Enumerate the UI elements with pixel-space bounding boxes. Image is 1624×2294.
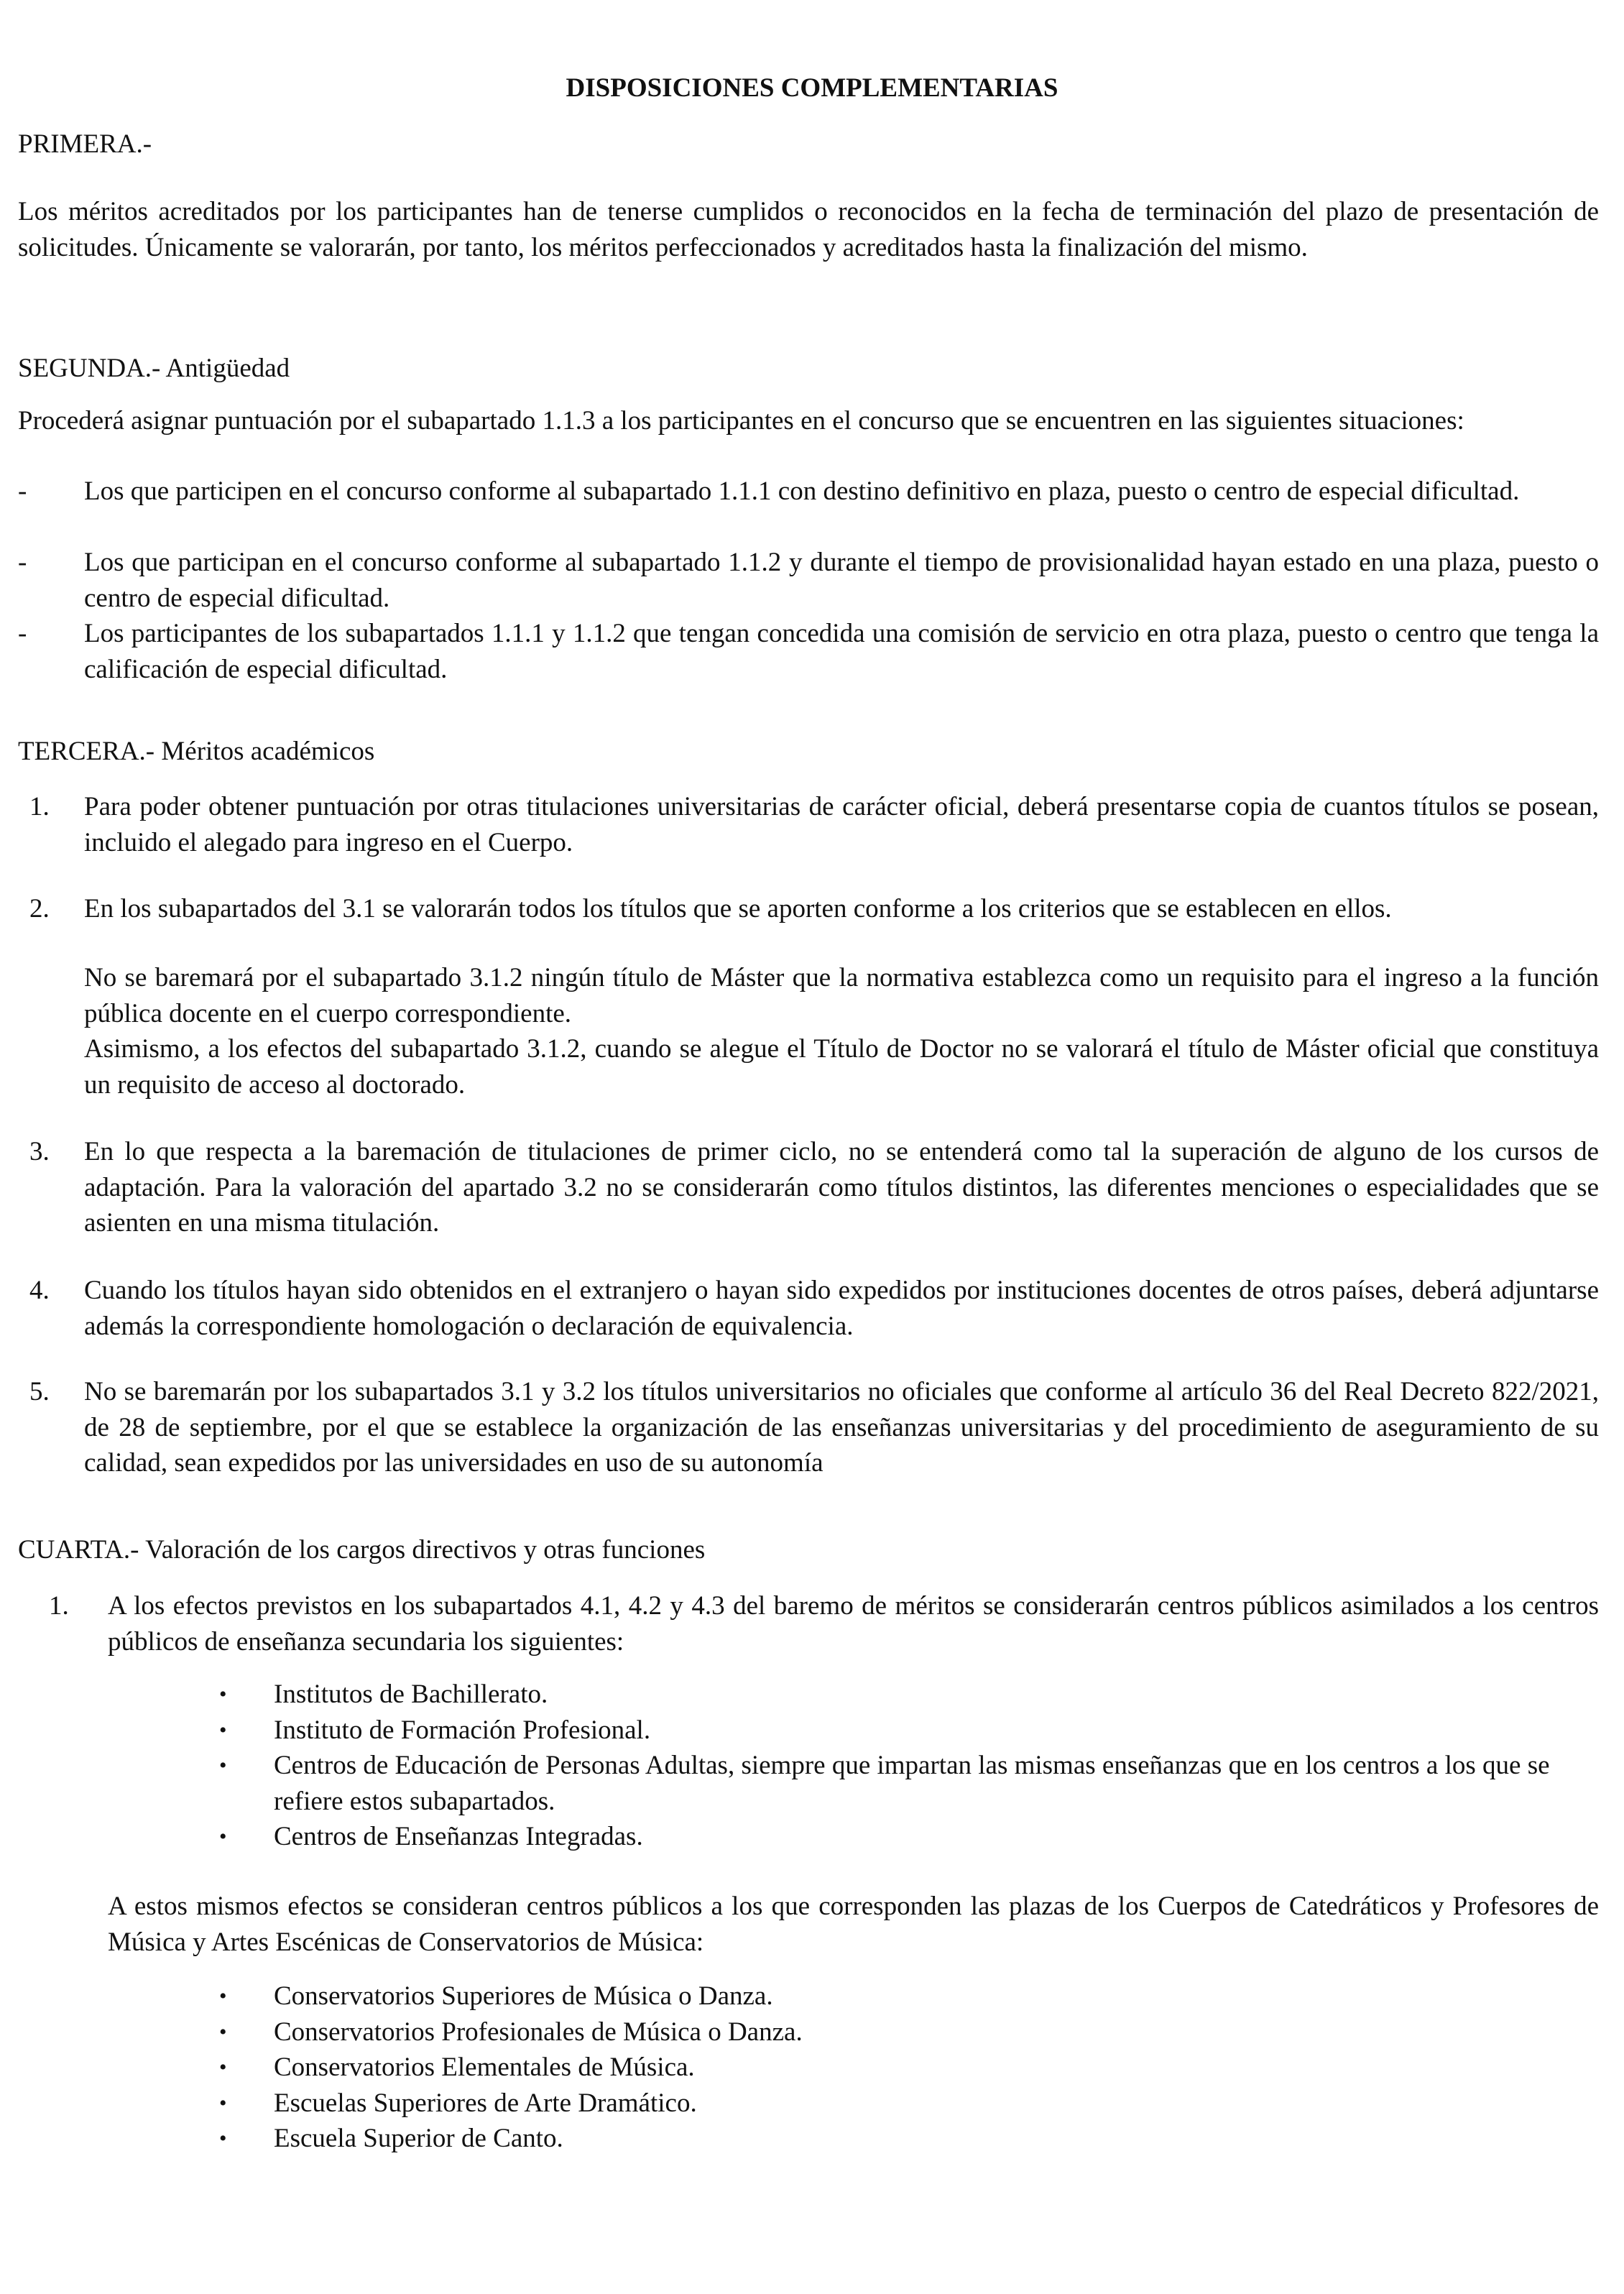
bullet-item [206, 1713, 1552, 1749]
bullet-text: Escuelas Superiores de Arte Dramático. [274, 2088, 697, 2118]
bullet-text: Institutos de Bachillerato. [274, 1680, 548, 1709]
bullet-item [206, 2121, 1552, 2157]
number-marker: 5. [29, 1377, 50, 1406]
list-item [18, 789, 1599, 860]
number-marker: 1. [29, 792, 50, 821]
bullet-icon: • [219, 2091, 227, 2115]
bullet-text: Centros de Educación de Personas Adultas, siempre que impartan las mismas enseñanzas que en los centros a los que se refiere estos subapartados. [274, 1751, 1550, 1816]
dash-marker: - [18, 476, 27, 506]
section-heading-tercera: TERCERA.- Méritos académicos [18, 737, 375, 766]
list-item-continuation [18, 960, 1599, 1102]
segunda-intro: Procederá asignar puntuación por el subapartado 1.1.3 a los participantes en el concurso que se encuentren en las siguientes situaciones: [18, 406, 1464, 436]
bullet-list [206, 1677, 1552, 1855]
dash-marker: - [18, 548, 27, 577]
bullet-item [206, 2086, 1552, 2122]
document-title: DISPOSICIONES COMPLEMENTARIAS [566, 73, 1058, 103]
bullet-item [206, 2050, 1552, 2086]
number-marker: 3. [29, 1137, 50, 1166]
list-item [18, 891, 1599, 927]
bullet-icon: • [219, 2127, 227, 2150]
bullet-list [206, 1979, 1552, 2157]
bullet-item [206, 1748, 1552, 1819]
number-marker: 1. [49, 1591, 69, 1621]
list-item-text: En los subapartados del 3.1 se valorarán todos los títulos que se aporten conforme a los criterios que se establecen en ellos. [84, 894, 1392, 923]
bullet-icon: • [219, 2055, 227, 2079]
number-marker: 2. [29, 894, 50, 923]
section-heading-primera: PRIMERA.- [18, 129, 152, 159]
bullet-item [206, 1677, 1552, 1713]
bullet-icon: • [219, 1825, 227, 1848]
bullet-icon: • [219, 1718, 227, 1742]
list-item-text: Para poder obtener puntuación por otras titulaciones universitarias de carácter oficial, deberá presentarse copia de cuantos títulos se posean, incluido el alegado para ingreso en el Cuerpo. [84, 792, 1599, 857]
bullet-icon: • [219, 1984, 227, 2008]
list-item-text: Los participantes de los subapartados 1.1.1 y 1.1.2 que tengan concedida una comisión de servicio en otra plaza, puesto o centro que tenga la calificación de especial dificultad. [84, 619, 1599, 684]
list-item [18, 1588, 1599, 1659]
bullet-text: Conservatorios Elementales de Música. [274, 2053, 695, 2082]
list-item-extra-paragraph: No se baremará por el subapartado 3.1.2 ningún título de Máster que la normativa establezca como un requisito para el ingreso a la función pública docente en el cuerpo correspondiente. [84, 963, 1599, 1028]
list-item-extra-paragraph: Asimismo, a los efectos del subapartado 3.1.2, cuando se alegue el Título de Doctor no se valorará el título de Máster oficial que constituya un requisito de acceso al doctorado. [84, 1034, 1599, 1100]
list-item-text: Los que participan en el concurso conforme al subapartado 1.1.2 y durante el tiempo de provisionalidad hayan estado en una plaza, puesto o centro de especial dificultad. [84, 548, 1599, 613]
cuarta-paragraph: A estos mismos efectos se consideran centros públicos a los que corresponden las plazas de los Cuerpos de Catedráticos y Profesores de Música y Artes Escénicas de Conservatorios de Música: [108, 1892, 1599, 1957]
section-heading-segunda: SEGUNDA.- Antigüedad [18, 354, 290, 383]
primera-paragraph: Los méritos acreditados por los participantes han de tenerse cumplidos o reconocidos en la fecha de terminación del plazo de presentación de solicitudes. Únicamente se valorarán, por tanto, los méritos perfeccionados y acreditados hasta la finalización del mismo. [18, 197, 1599, 262]
list-item [18, 1134, 1599, 1241]
list-item [18, 1273, 1599, 1344]
list-item-text: Los que participen en el concurso conforme al subapartado 1.1.1 con destino definitivo en plaza, puesto o centro de especial dificultad. [84, 476, 1520, 506]
bullet-text: Centros de Enseñanzas Integradas. [274, 1822, 643, 1851]
bullet-text: Conservatorios Superiores de Música o Danza. [274, 1981, 773, 2011]
bullet-item [206, 1979, 1552, 2014]
section-heading-cuarta: CUARTA.- Valoración de los cargos directivos y otras funciones [18, 1535, 706, 1565]
bullet-text: Instituto de Formación Profesional. [274, 1715, 651, 1745]
bullet-text: Conservatorios Profesionales de Música o Danza. [274, 2017, 803, 2047]
list-item-text: No se baremarán por los subapartados 3.1 y 3.2 los títulos universitarios no oficiales que conforme al artículo 36 del Real Decreto 822/2021, de 28 de septiembre, por el que se establece la organización de las enseñanzas universitarias y del procedimiento de aseguramiento de su calidad, sean expedidos por las universidades en uso de su autonomía [84, 1377, 1599, 1478]
list-item-text: Cuando los títulos hayan sido obtenidos en el extranjero o hayan sido expedidos por instituciones docentes de otros países, deberá adjuntarse además la correspondiente homologación o declaración de equivalencia. [84, 1276, 1599, 1341]
list-item [18, 616, 1599, 687]
list-item [18, 1374, 1599, 1481]
list-item-text: En lo que respecta a la baremación de titulaciones de primer ciclo, no se entenderá como tal la superación de alguno de los cursos de adaptación. Para la valoración del apartado 3.2 no se considerarán como títulos distintos, las diferentes menciones o especialidades que se asienten en una misma titulación. [84, 1137, 1599, 1238]
bullet-item [206, 2014, 1552, 2050]
bullet-text: Escuela Superior de Canto. [274, 2124, 563, 2153]
bullet-icon: • [219, 1682, 227, 1706]
bullet-icon: • [219, 2019, 227, 2044]
list-item-text: A los efectos previstos en los subapartados 4.1, 4.2 y 4.3 del baremo de méritos se considerarán centros públicos asimilados a los centros públicos de enseñanza secundaria los siguientes: [108, 1591, 1599, 1657]
bullet-item [206, 1819, 1552, 1855]
dash-marker: - [18, 619, 27, 648]
number-marker: 4. [29, 1276, 50, 1305]
list-item [18, 474, 1599, 510]
list-item [18, 545, 1599, 616]
bullet-icon: • [219, 1754, 227, 1777]
